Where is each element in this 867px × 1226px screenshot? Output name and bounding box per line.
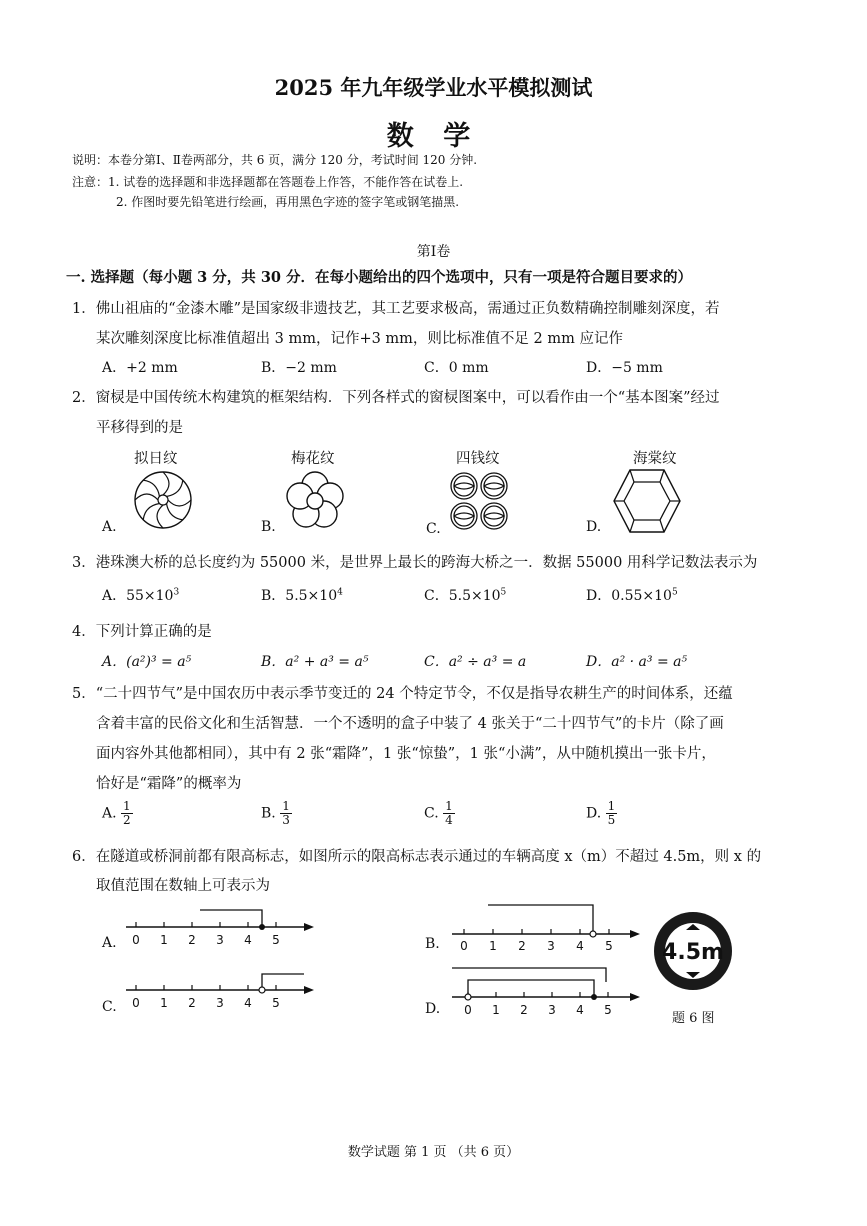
- number-line-d-tick-3: 3: [548, 1003, 556, 1017]
- q6-letter-b: B.: [425, 936, 440, 952]
- q2-label-d: 海棠纹: [633, 451, 677, 467]
- exam-note-2: 注意：1. 试卷的选择题和非选择题都在答题卷上作答，不能作答在试卷上.: [72, 175, 464, 189]
- subject-title: 数 学: [386, 121, 481, 152]
- number-line-b-tick-1: 1: [489, 939, 497, 952]
- q5-option-a: A. $\frac{1}{2}$: [102, 799, 131, 827]
- number-line-c-tick-2: 2: [188, 996, 196, 1010]
- q4-option-a: A．(a²)³ = a⁵: [102, 654, 192, 670]
- number-line-a-tick-0: 0: [132, 933, 140, 947]
- q4-option-c: C．a² ÷ a³ = a: [424, 654, 527, 670]
- number-line-a-tick-1: 1: [160, 933, 168, 947]
- height-limit-value: 4.5m: [662, 940, 724, 965]
- q4-line-1: 4．下列计算正确的是: [72, 624, 212, 640]
- q2-letter-a: A.: [102, 519, 117, 535]
- number-line-b-tick-0: 0: [460, 939, 468, 952]
- number-line-b-tick-2: 2: [518, 939, 526, 952]
- q5-line-4: 恰好是“霜降”的概率为: [96, 776, 242, 792]
- q4-option-d: D．a² · a³ = a⁵: [586, 654, 688, 670]
- page-footer: 数学试题 第 1 页 （共 6 页）: [347, 1145, 520, 1160]
- q2-line-2: 平移得到的是: [96, 420, 183, 436]
- exam-note-3: 2. 作图时要先铅笔进行绘画，再用黑色字迹的签字笔或钢笔描黑.: [116, 195, 460, 209]
- q6-letter-a: A.: [102, 935, 117, 951]
- exam-title: 2025 年九年级学业水平模拟测试: [274, 75, 593, 100]
- q5-line-3: 面内容外其他都相同），其中有 2 张“霜降”，1 张“惊蛰”，1 张“小满”，从中随机摸出一张卡片，: [96, 746, 716, 762]
- q6-line-2: 取值范围在数轴上可表示为: [96, 878, 270, 894]
- number-line-a-tick-2: 2: [188, 933, 196, 947]
- sun-pattern-icon: [133, 470, 193, 530]
- q1-option-c: C．0 mm: [424, 360, 489, 376]
- q2-letter-b: B.: [261, 519, 276, 535]
- q2-letter-c: C.: [426, 521, 441, 537]
- section-heading: 一. 选择题（每小题 3 分，共 30 分．在每小题给出的四个选项中，只有一项是符合题目要求的）: [66, 269, 693, 286]
- q5-line-2: 含着丰富的民俗文化和生活智慧．一个不透明的盒子中装了 4 张关于“二十四节气”的卡片（除了画: [96, 716, 724, 732]
- number-line-c-tick-4: 4: [244, 996, 252, 1010]
- number-line-a-tick-5: 5: [272, 933, 280, 947]
- number-line-d-tick-0: 0: [464, 1003, 472, 1017]
- q1-option-d: D．−5 mm: [586, 360, 663, 376]
- section-title: 第Ⅰ卷: [416, 244, 451, 260]
- number-line-d: [446, 962, 646, 1018]
- plum-blossom-pattern-icon: [284, 470, 346, 532]
- q1-line-1: 1．佛山祖庙的“金漆木雕”是国家级非遗技艺，其工艺要求极高，需通过正负数精确控制雕刻深度，若: [72, 301, 720, 317]
- q6-letter-d: D.: [425, 1001, 441, 1017]
- q3-option-c: C．$5.5\times 10^5$: [424, 587, 507, 604]
- number-line-b-tick-5: 5: [605, 939, 613, 952]
- number-line-a: [120, 903, 320, 951]
- q2-letter-d: D.: [586, 519, 602, 535]
- number-line-d-tick-5: 5: [604, 1003, 612, 1017]
- q6-letter-c: C.: [102, 999, 117, 1015]
- q4-option-b: B．a² + a³ = a⁵: [261, 654, 369, 670]
- number-line-c-tick-5: 5: [272, 996, 280, 1010]
- number-line-d-tick-4: 4: [576, 1003, 584, 1017]
- begonia-pattern-icon: [612, 468, 682, 534]
- q6-line-1: 6．在隧道或桥洞前都有限高标志，如图所示的限高标志表示通过的车辆高度 x（m）不超过 4.5m，则 x 的: [72, 849, 762, 865]
- height-limit-sign-icon: [652, 910, 734, 992]
- q1-line-2: 某次雕刻深度比标准值超出 3 mm，记作+3 mm，则比标准值不足 2 mm 应记作: [96, 331, 623, 347]
- four-coin-pattern-icon: [448, 470, 510, 532]
- q5-option-d: D. $\frac{1}{5}$: [586, 799, 616, 827]
- number-line-c-tick-1: 1: [160, 996, 168, 1010]
- number-line-d-tick-2: 2: [520, 1003, 528, 1017]
- q1-option-a: A．+2 mm: [102, 360, 178, 376]
- q2-label-a: 拟日纹: [134, 451, 178, 467]
- number-line-c-tick-3: 3: [216, 996, 224, 1010]
- q3-line-1: 3．港珠澳大桥的总长度约为 55000 米，是世界上最长的跨海大桥之一．数据 55000 用科学记数法表示为: [72, 555, 758, 571]
- number-line-b-tick-3: 3: [547, 939, 555, 952]
- q5-line-1: 5．“二十四节气”是中国农历中表示季节变迁的 24 个特定节令，不仅是指导农耕生产的时间体系，还蕴: [72, 686, 733, 702]
- q3-option-d: D．$0.55\times 10^5$: [586, 587, 678, 604]
- q3-option-a: A．$55\times 10^3$: [102, 587, 180, 604]
- q3-option-b: B．$5.5\times 10^4$: [261, 587, 343, 604]
- number-line-b: [446, 900, 646, 952]
- number-line-c-tick-0: 0: [132, 996, 140, 1010]
- number-line-a-tick-3: 3: [216, 933, 224, 947]
- exam-note-1: 说明：本卷分第Ⅰ、Ⅱ卷两部分，共 6 页，满分 120 分，考试时间 120 分钟.: [72, 153, 478, 167]
- q2-label-b: 梅花纹: [291, 451, 335, 467]
- q2-line-1: 2．窗棂是中国传统木构建筑的框架结构．下列各样式的窗棂图案中，可以看作由一个“基本图案”经过: [72, 390, 720, 406]
- q2-label-c: 四钱纹: [456, 451, 500, 467]
- number-line-a-tick-4: 4: [244, 933, 252, 947]
- number-line-b-tick-4: 4: [576, 939, 584, 952]
- number-line-c: [120, 966, 320, 1014]
- q5-option-b: B. $\frac{1}{3}$: [261, 799, 290, 827]
- figure-caption: 题 6 图: [672, 1011, 715, 1026]
- q1-option-b: B．−2 mm: [261, 360, 337, 376]
- number-line-d-tick-1: 1: [492, 1003, 500, 1017]
- q5-option-c: C. $\frac{1}{4}$: [424, 799, 453, 827]
